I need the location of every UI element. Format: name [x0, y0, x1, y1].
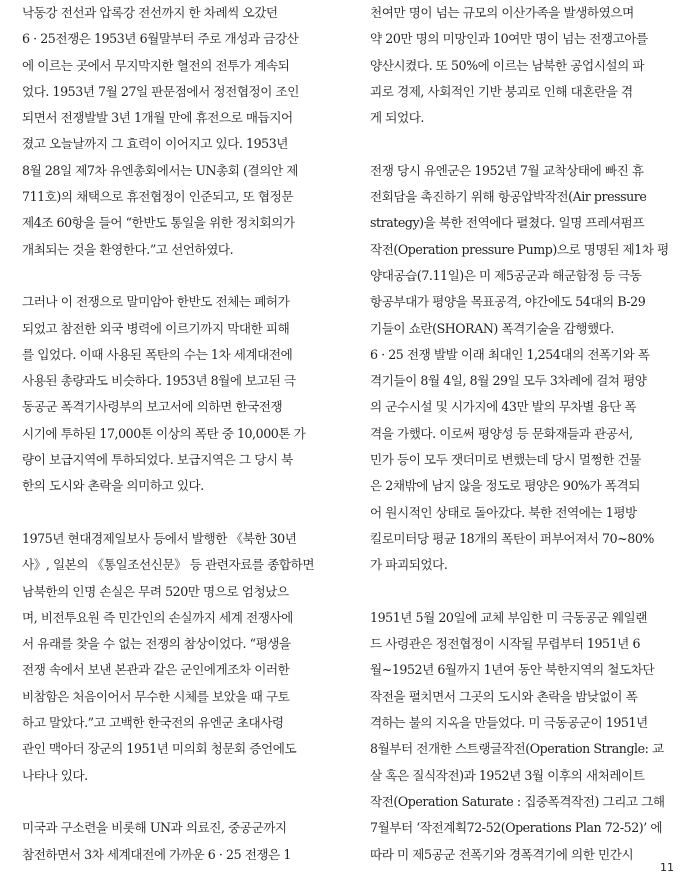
text-line: 사》, 일본의 《통일조선신문》 등 관련자료를 종합하면 — [22, 557, 315, 573]
text-line: 천여만 명이 넘는 규모의 이산가족을 발생하였으며 — [370, 5, 634, 20]
text-line: 참전하면서 3차 세계대전에 가까운 6 · 25 전쟁은 1 — [22, 846, 291, 862]
text-line: 었다. 1953년 7월 27일 판문점에서 정전협정이 조인 — [22, 83, 299, 99]
text-line: 에 이르는 곳에서 무지막지한 혈전의 전투가 계속되 — [22, 57, 290, 73]
text-line: 기들이 쇼란(SHORAN) 폭격기술을 감행했다. — [370, 320, 614, 336]
text-line: 의 군수시설 및 시가지에 43만 발의 무차별 융단 폭 — [370, 399, 637, 415]
text-line: 졌고 오늘날까지 그 효력이 이어지고 있다. 1953년 — [22, 136, 289, 152]
text-line: 서 유래를 찾을 수 없는 전쟁의 참상이었다. “평생을 — [22, 636, 291, 652]
text-line: 량이 보급지역에 투하되었다. 보급지역은 그 당시 북 — [22, 452, 293, 468]
text-line: 살 혹은 질식작전)과 1952년 3월 이후의 새처레이트 — [370, 767, 645, 783]
text-line: 미국과 구소련을 비롯해 UN과 의료진, 중공군까지 — [22, 820, 287, 836]
text-line: 전쟁 속에서 보낸 본관과 같은 군인에게조차 이러한 — [22, 662, 290, 678]
paragraph — [22, 815, 320, 868]
text-line: 월~1952년 6월까지 1년여 동안 북한지역의 철도차단 — [370, 662, 655, 678]
text-line: 은 2채밖에 남지 않을 정도로 평양은 90%가 폭격되 — [370, 478, 640, 494]
text-line: 전회담을 촉진하기 위해 항공압박작전(Air pressure — [370, 189, 647, 205]
text-line: 게 되었다. — [370, 110, 424, 126]
text-line: 관인 맥아더 장군의 1951년 미의회 청문회 증언에도 — [22, 741, 297, 757]
paragraph — [22, 0, 320, 263]
text-line: 격하는 불의 지옥을 만들었다. 미 극동공군이 1951년 — [370, 715, 648, 731]
text-line: 되었고 참전한 외국 병력에 이르기까지 막대한 피해 — [22, 320, 290, 336]
paragraph-gap — [22, 263, 320, 289]
text-line: 제4조 60항을 들어 “한반도 통일을 위한 정치회의가 — [22, 215, 295, 231]
text-line: 하고 말았다.”고 고백한 한국전의 유엔군 초대사령 — [22, 715, 284, 731]
text-line: 동공군 폭격기사령부의 보고서에 의하면 한국전쟁 — [22, 399, 283, 415]
text-line: 6 · 25 전쟁 발발 이래 최대인 1,254대의 전폭기와 폭 — [370, 346, 650, 362]
text-line: 드 사령관은 정전협정이 시작될 무렵부터 1951년 6 — [370, 636, 641, 652]
paragraph — [22, 526, 320, 789]
text-line: 1951년 5월 20일에 교체 부임한 미 극동공군 웨일랜 — [370, 609, 647, 625]
text-line: 작전(Operation Saturate : 집중폭격작전) 그리고 그해 — [370, 793, 665, 809]
text-line: 킬로미터당 평균 18개의 폭탄이 퍼부어져서 70~80% — [370, 530, 654, 546]
text-line: 가 파괴되었다. — [370, 557, 448, 573]
paragraph — [370, 605, 668, 868]
text-line: 괴로 경제, 사회적인 기반 붕괴로 인해 대혼란을 겪 — [370, 83, 633, 99]
text-line: 항공부대가 평양을 목표공격, 야간에도 54대의 B-29 — [370, 294, 646, 310]
text-line: 711호)의 채택으로 휴전협정이 인준되고, 또 협정문 — [22, 189, 294, 205]
text-line: 전쟁 당시 유엔군은 1952년 7월 교착상태에 빠진 휴 — [370, 162, 644, 178]
text-line: 7월부터 ‘작전계획72-52(Operations Plan 72-52)’ 에 — [370, 820, 663, 836]
paragraph-gap — [22, 500, 320, 526]
text-line: 격기들이 8월 4일, 8월 29일 모두 3차례에 걸쳐 평양 — [370, 373, 647, 389]
paragraph — [370, 0, 668, 131]
text-line: 시기에 투하된 17,000톤 이상의 폭탄 중 10,000톤 가 — [22, 425, 306, 441]
paragraph — [370, 158, 668, 579]
text-line: 한의 도시와 촌락을 의미하고 있다. — [22, 478, 204, 494]
text-line: 1975년 현대경제일보사 등에서 발행한 《북한 30년 — [22, 530, 297, 546]
paragraph-gap — [22, 789, 320, 815]
text-line: 비참함은 처음이어서 무수한 시체를 보았을 때 구토 — [22, 688, 290, 704]
text-line: 민가 등이 모두 잿더미로 변했는데 당시 멀쩡한 건물 — [370, 452, 641, 468]
text-line: 를 입었다. 이때 사용된 폭탄의 수는 1차 세계대전에 — [22, 346, 293, 362]
text-line: 따라 미 제5공군 전폭기와 경폭격기에 의한 민간시 — [370, 846, 634, 862]
text-line: 8월부터 전개한 스트랭글작전(Operation Strangle: 교 — [370, 741, 664, 757]
text-line: 양대공습(7.11일)은 미 제5공군과 해군함정 등 극동 — [370, 267, 642, 283]
paragraph-gap — [370, 579, 668, 605]
text-line: 약 20만 명의 미망인과 10여만 명이 넘는 전쟁고아를 — [370, 31, 648, 47]
text-line: 남북한의 인명 손실은 무려 520만 명으로 엄청났으 — [22, 583, 289, 599]
page-number: 11 — [660, 861, 674, 874]
text-line: 격을 가했다. 이로써 평양성 등 문화재들과 관공서, — [370, 425, 633, 441]
left-column — [22, 0, 320, 868]
text-line: 작전을 펼치면서 그곳의 도시와 촌락을 밤낮없이 폭 — [370, 688, 638, 704]
text-line: 그러나 이 전쟁으로 말미암아 한반도 전체는 폐허가 — [22, 294, 290, 310]
text-line: 되면서 전쟁발발 3년 1개월 만에 휴전으로 매듭지어 — [22, 110, 293, 126]
paragraph-gap — [370, 131, 668, 157]
text-line: 어 원시적인 상태로 돌아갔다. 북한 전역에는 1평방 — [370, 504, 637, 520]
text-line: 사용된 총량과도 비슷하다. 1953년 8월에 보고된 극 — [22, 373, 296, 389]
text-line: 양산시켰다. 또 50%에 이르는 남북한 공업시설의 파 — [370, 57, 645, 73]
text-line: 6 · 25전쟁은 1953년 6월말부터 주로 개성과 금강산 — [22, 31, 299, 47]
text-line: 개최되는 것을 환영한다.”고 선언하였다. — [22, 241, 234, 257]
paragraph — [22, 289, 320, 499]
text-line: strategy)을 북한 전역에다 펼쳤다. 일명 프레셔펌프 — [370, 215, 645, 231]
text-line: 며, 비전투요원 즉 민간인의 손실까지 세계 전쟁사에 — [22, 609, 293, 625]
right-column — [370, 0, 668, 868]
text-line: 작전(Operation pressure Pump)으로 명명된 제1차 평 — [370, 241, 669, 257]
text-line: 나타나 있다. — [22, 767, 88, 783]
text-line: 낙동강 전선과 압록강 전선까지 한 차례씩 오갔던 — [22, 5, 278, 20]
text-line: 8월 28일 제7차 유엔총회에서는 UN총회 (결의안 제 — [22, 162, 298, 178]
